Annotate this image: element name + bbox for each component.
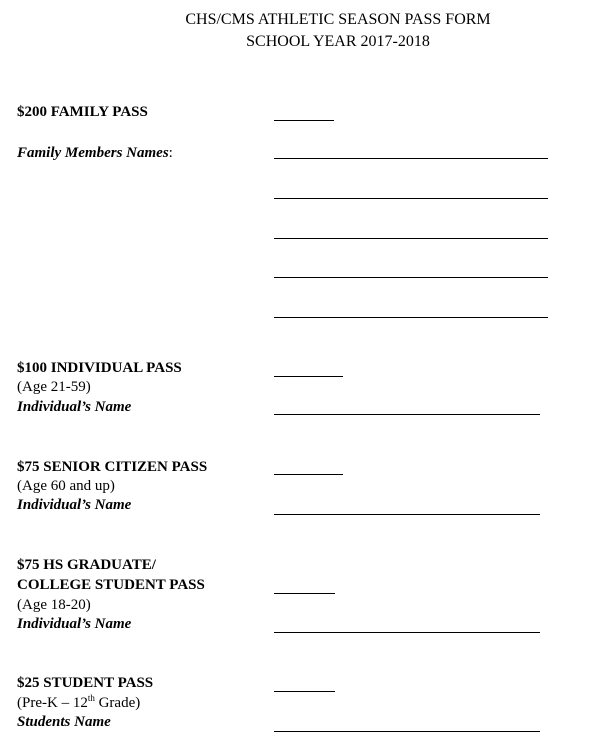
graduate-pass-check-line[interactable] [274,593,335,594]
family-members-colon: : [168,145,173,161]
family-member-name-line-3[interactable] [274,238,548,239]
student-name-label: Students Name [17,714,111,730]
individual-name-label: Individual’s Name [17,399,132,415]
individual-pass-age: (Age 21-59) [17,379,91,395]
family-member-name-line-4[interactable] [274,277,548,278]
student-grade-suffix: Grade) [94,695,141,711]
school-year: SCHOOL YEAR 2017-2018 [246,33,430,50]
student-grade-superscript: th [87,693,95,703]
senior-pass-age: (Age 60 and up) [17,478,115,494]
individual-pass-check-line[interactable] [274,376,343,377]
graduate-pass-heading-line2: COLLEGE STUDENT PASS [17,577,205,593]
family-pass-check-line[interactable] [274,120,334,121]
graduate-pass-age: (Age 18-20) [17,597,91,613]
family-member-name-line-1[interactable] [274,158,548,159]
senior-pass-check-line[interactable] [274,474,343,475]
family-members-label [17,144,173,163]
senior-name-line[interactable] [274,514,540,515]
student-name-line[interactable] [274,731,540,732]
form-title: CHS/CMS ATHLETIC SEASON PASS FORM [185,11,491,28]
family-pass-heading: $200 FAMILY PASS [17,104,148,120]
senior-pass-heading: $75 SENIOR CITIZEN PASS [17,459,208,475]
family-members-label-text: Family Members Names [17,145,169,161]
student-pass-heading: $25 STUDENT PASS [17,675,154,691]
graduate-name-line[interactable] [274,632,540,633]
family-member-name-line-5[interactable] [274,317,548,318]
individual-name-line[interactable] [274,414,540,415]
student-grade-prefix: (Pre-K – 12 [17,695,88,711]
individual-pass-heading: $100 INDIVIDUAL PASS [17,360,182,376]
graduate-name-label: Individual’s Name [17,616,132,632]
graduate-pass-heading-line1: $75 HS GRADUATE/ [17,557,156,573]
senior-name-label: Individual’s Name [17,497,132,513]
family-member-name-line-2[interactable] [274,198,548,199]
student-pass-grade [17,694,140,713]
student-pass-check-line[interactable] [274,691,335,692]
